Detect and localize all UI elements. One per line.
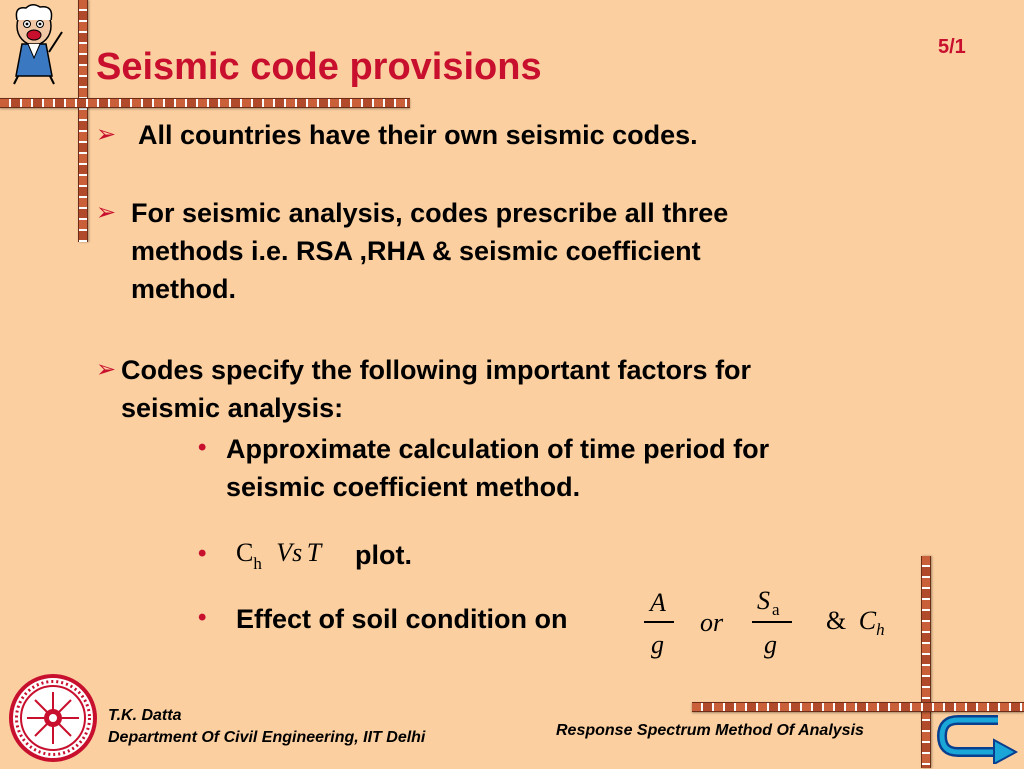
slide-title: Seismic code provisions bbox=[96, 46, 542, 88]
iit-delhi-logo bbox=[8, 672, 98, 764]
sub-bullet-1-text: Approximate calculation of time period for seismic coefficient method. bbox=[226, 434, 770, 502]
sub-bullet-3-text: Effect of soil condition on bbox=[236, 604, 568, 634]
sub-bullet-2-text: plot. bbox=[355, 540, 412, 570]
frac-a-numerator: A bbox=[650, 588, 666, 617]
footer-department: Department Of Civil Engineering, IIT Delhi bbox=[108, 729, 426, 746]
or-text: or bbox=[700, 608, 724, 637]
footer-course: Response Spectrum Method Of Analysis bbox=[556, 722, 864, 739]
cartoon-professor-icon bbox=[4, 2, 64, 86]
sub-bullet-dot-icon: • bbox=[198, 540, 207, 567]
frac-s-denominator: g bbox=[764, 630, 777, 659]
bullet-2-text: For seismic analysis, codes prescribe all three methods i.e. RSA ,RHA & seismic coefficient method. bbox=[131, 198, 729, 304]
return-arrow-icon[interactable] bbox=[936, 712, 1020, 764]
bullet-arrow-icon: ➢ bbox=[96, 121, 117, 148]
right-rail bbox=[921, 556, 931, 768]
frac-a-denominator: g bbox=[651, 630, 664, 659]
ampersand-ch: & $C_h$ bbox=[826, 606, 885, 639]
bullet-arrow-icon: ➢ bbox=[96, 199, 117, 226]
frac-a-line bbox=[644, 621, 674, 623]
sub-bullet-dot-icon: • bbox=[198, 604, 207, 631]
frac-s-line bbox=[752, 621, 792, 623]
slide-number: 5/1 bbox=[938, 36, 966, 58]
bottom-rail bbox=[692, 702, 1024, 712]
top-rail bbox=[0, 98, 410, 108]
left-rail bbox=[78, 0, 88, 242]
ch-vs-t-formula: Ch Vs T bbox=[236, 538, 322, 573]
bullet-arrow-icon: ➢ bbox=[96, 356, 117, 383]
sub-bullet-dot-icon: • bbox=[198, 434, 207, 461]
bullet-3-text: Codes specify the following important factors for seismic analysis: bbox=[121, 355, 752, 423]
bullet-1-text: All countries have their own seismic codes. bbox=[138, 120, 698, 150]
frac-s-numerator: S $_a$ bbox=[757, 586, 780, 619]
footer-author: T.K. Datta bbox=[108, 707, 182, 724]
